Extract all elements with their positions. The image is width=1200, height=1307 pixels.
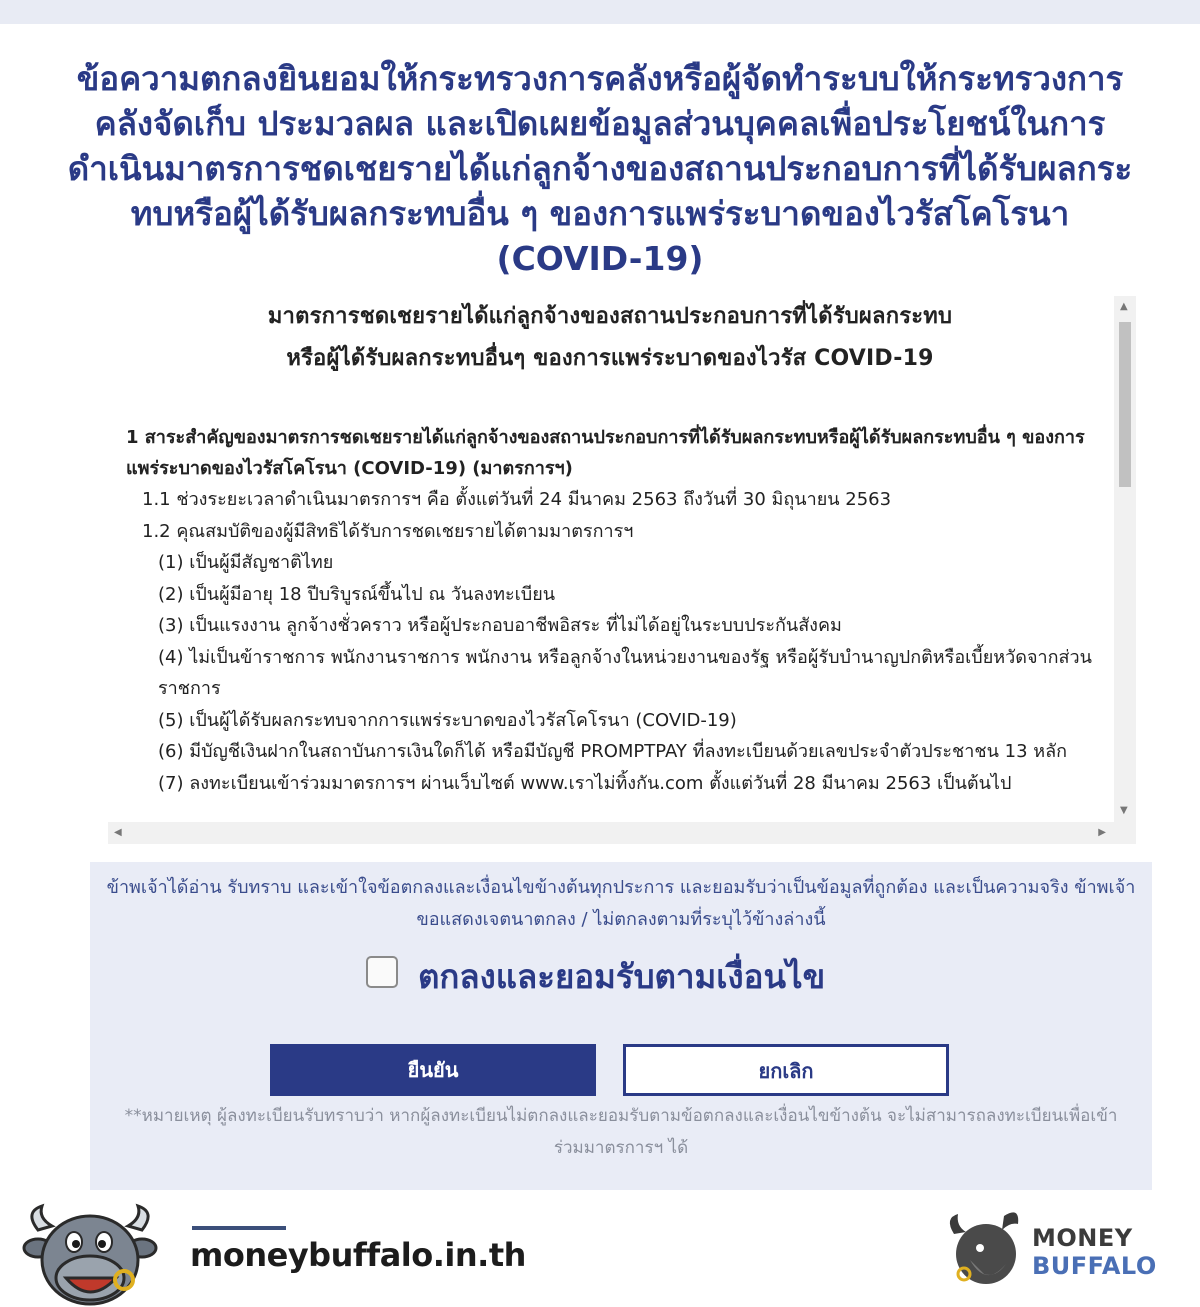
qualification-1: (1) เป็นผู้มีสัญชาติไทย <box>158 552 334 573</box>
qualification-6: (6) มีบัญชีเงินฝากในสถาบันการเงินใดก็ได้ หรือมีบัญชี PROMPTPAY ที่ลงทะเบียนด้วยเลขประจำตัวประชาชน 13 หลัก <box>158 741 1068 762</box>
confirm-button[interactable]: ยืนยัน <box>270 1044 596 1096</box>
brand-bar <box>0 1190 1200 1307</box>
agree-label[interactable]: ตกลงและยอมรับตามเงื่อนไข <box>418 957 826 996</box>
footnote: **หมายเหตุ ผู้ลงทะเบียนรับทราบว่า หากผู้ลงทะเบียนไม่ตกลงและยอมรับตามข้อตกลงและเงื่อนไขข้างต้น จะไม่สามารถลงทะเบียนเพื่อเข้าร่วมมาตรการฯ ได้ <box>124 1106 1118 1158</box>
top-strip <box>0 0 1200 24</box>
terms-title-line1: มาตรการชดเชยรายได้แก่ลูกจ้างของสถานประกอบการที่ได้รับผลกระทบ <box>267 304 953 329</box>
item-1-1: 1.1 ช่วงระยะเวลาดำเนินมาตรการฯ คือ ตั้งแต่วันที่ 24 มีนาคม 2563 ถึงวันที่ 30 มิถุนายน 2563 <box>142 489 892 510</box>
qualification-2: (2) เป็นผู้มีอายุ 18 ปีบริบูรณ์ขึ้นไป ณ วันลงทะเบียน <box>158 583 556 605</box>
section-1-title: 1 สาระสำคัญของมาตรการชดเชยรายได้แก่ลูกจ้างของสถานประกอบการที่ได้รับผลกระทบหรือผู้ได้รับผลกระทบอื่น ๆ ของการแพร่ระบาดของไวรัสโคโรนา (COVID-19) (มาตรการฯ) <box>126 427 1085 479</box>
money-buffalo-logo-icon <box>940 1204 1030 1294</box>
site-url[interactable]: moneybuffalo.in.th <box>190 1236 526 1274</box>
consent-panel <box>90 862 1152 1190</box>
vertical-scroll-thumb[interactable] <box>1119 322 1131 487</box>
scroll-left-arrow-icon[interactable]: ◀ <box>114 827 122 838</box>
scroll-right-arrow-icon[interactable]: ▶ <box>1098 827 1106 838</box>
logo-buffalo-text: BUFFALO <box>1032 1252 1157 1280</box>
agree-checkbox[interactable] <box>366 956 398 988</box>
terms-title-line2: หรือผู้ได้รับผลกระทบอื่นๆ ของการแพร่ระบาดของไวรัส COVID-19 <box>286 346 934 371</box>
buffalo-mascot-icon <box>20 1202 160 1307</box>
qualification-3: (3) เป็นแรงงาน ลูกจ้างชั่วคราว หรือผู้ประกอบอาชีพอิสระ ที่ไม่ได้อยู่ในระบบประกันสังคม <box>158 615 842 636</box>
qualification-7: (7) ลงทะเบียนเข้าร่วมมาตรการฯ ผ่านเว็บไซต์ www.เราไม่ทิ้งกัน.com ตั้งแต่วันที่ 28 มีนาคม 2563 เป็นต้นไป <box>158 772 1012 794</box>
item-1-2: 1.2 คุณสมบัติของผู้มีสิทธิได้รับการชดเชยรายได้ตามมาตรการฯ <box>142 520 634 542</box>
terms-content <box>108 296 1112 822</box>
logo-wordmark <box>1032 1224 1157 1280</box>
terms-scroll-box[interactable] <box>108 296 1136 844</box>
terms-title <box>108 296 1112 380</box>
url-accent-line <box>192 1226 286 1230</box>
consent-statement: ข้าพเจ้าได้อ่าน รับทราบ และเข้าใจข้อตกลงและเงื่อนไขข้างต้นทุกประการ และยอมรับว่าเป็นข้อมูลที่ถูกต้อง และเป็นความจริง ข้าพเจ้าขอแสดงเจตนาตกลง / ไม่ตกลงตามที่ระบุไว้ข้างล่างนี้ <box>106 877 1136 930</box>
qualification-5: (5) เป็นผู้ได้รับผลกระทบจากการแพร่ระบาดของไวรัสโคโรนา (COVID-19) <box>158 709 737 731</box>
qualification-4: (4) ไม่เป็นข้าราชการ พนักงานราชการ พนักงาน หรือลูกจ้างในหน่วยงานของรัฐ หรือผู้รับบำนาญปกติหรือเบี้ยหวัดจากส่วนราชการ <box>158 646 1092 699</box>
page-heading: ข้อความตกลงยินยอมให้กระทรวงการคลังหรือผู้จัดทำระบบให้กระทรวงการคลังจัดเก็บ ประมวลผล และเปิดเผยข้อมูลส่วนบุคคลเพื่อประโยชน์ในการดำเนินมาตรการชดเชยรายได้แก่ลูกจ้างของสถานประกอบการที่ได้รับผลกระทบหรือผู้ได้รับผลกระทบอื่น ๆ ของการแพร่ระบาดของไวรัสโคโรนา (COVID-19) <box>67 59 1133 278</box>
scroll-up-arrow-icon[interactable]: ▲ <box>1120 301 1128 312</box>
horizontal-scrollbar[interactable] <box>108 822 1136 844</box>
vertical-scrollbar[interactable] <box>1114 296 1136 822</box>
cancel-button[interactable]: ยกเลิก <box>623 1044 949 1096</box>
logo-money-text: MONEY <box>1032 1224 1133 1252</box>
scroll-down-arrow-icon[interactable]: ▼ <box>1120 805 1128 816</box>
